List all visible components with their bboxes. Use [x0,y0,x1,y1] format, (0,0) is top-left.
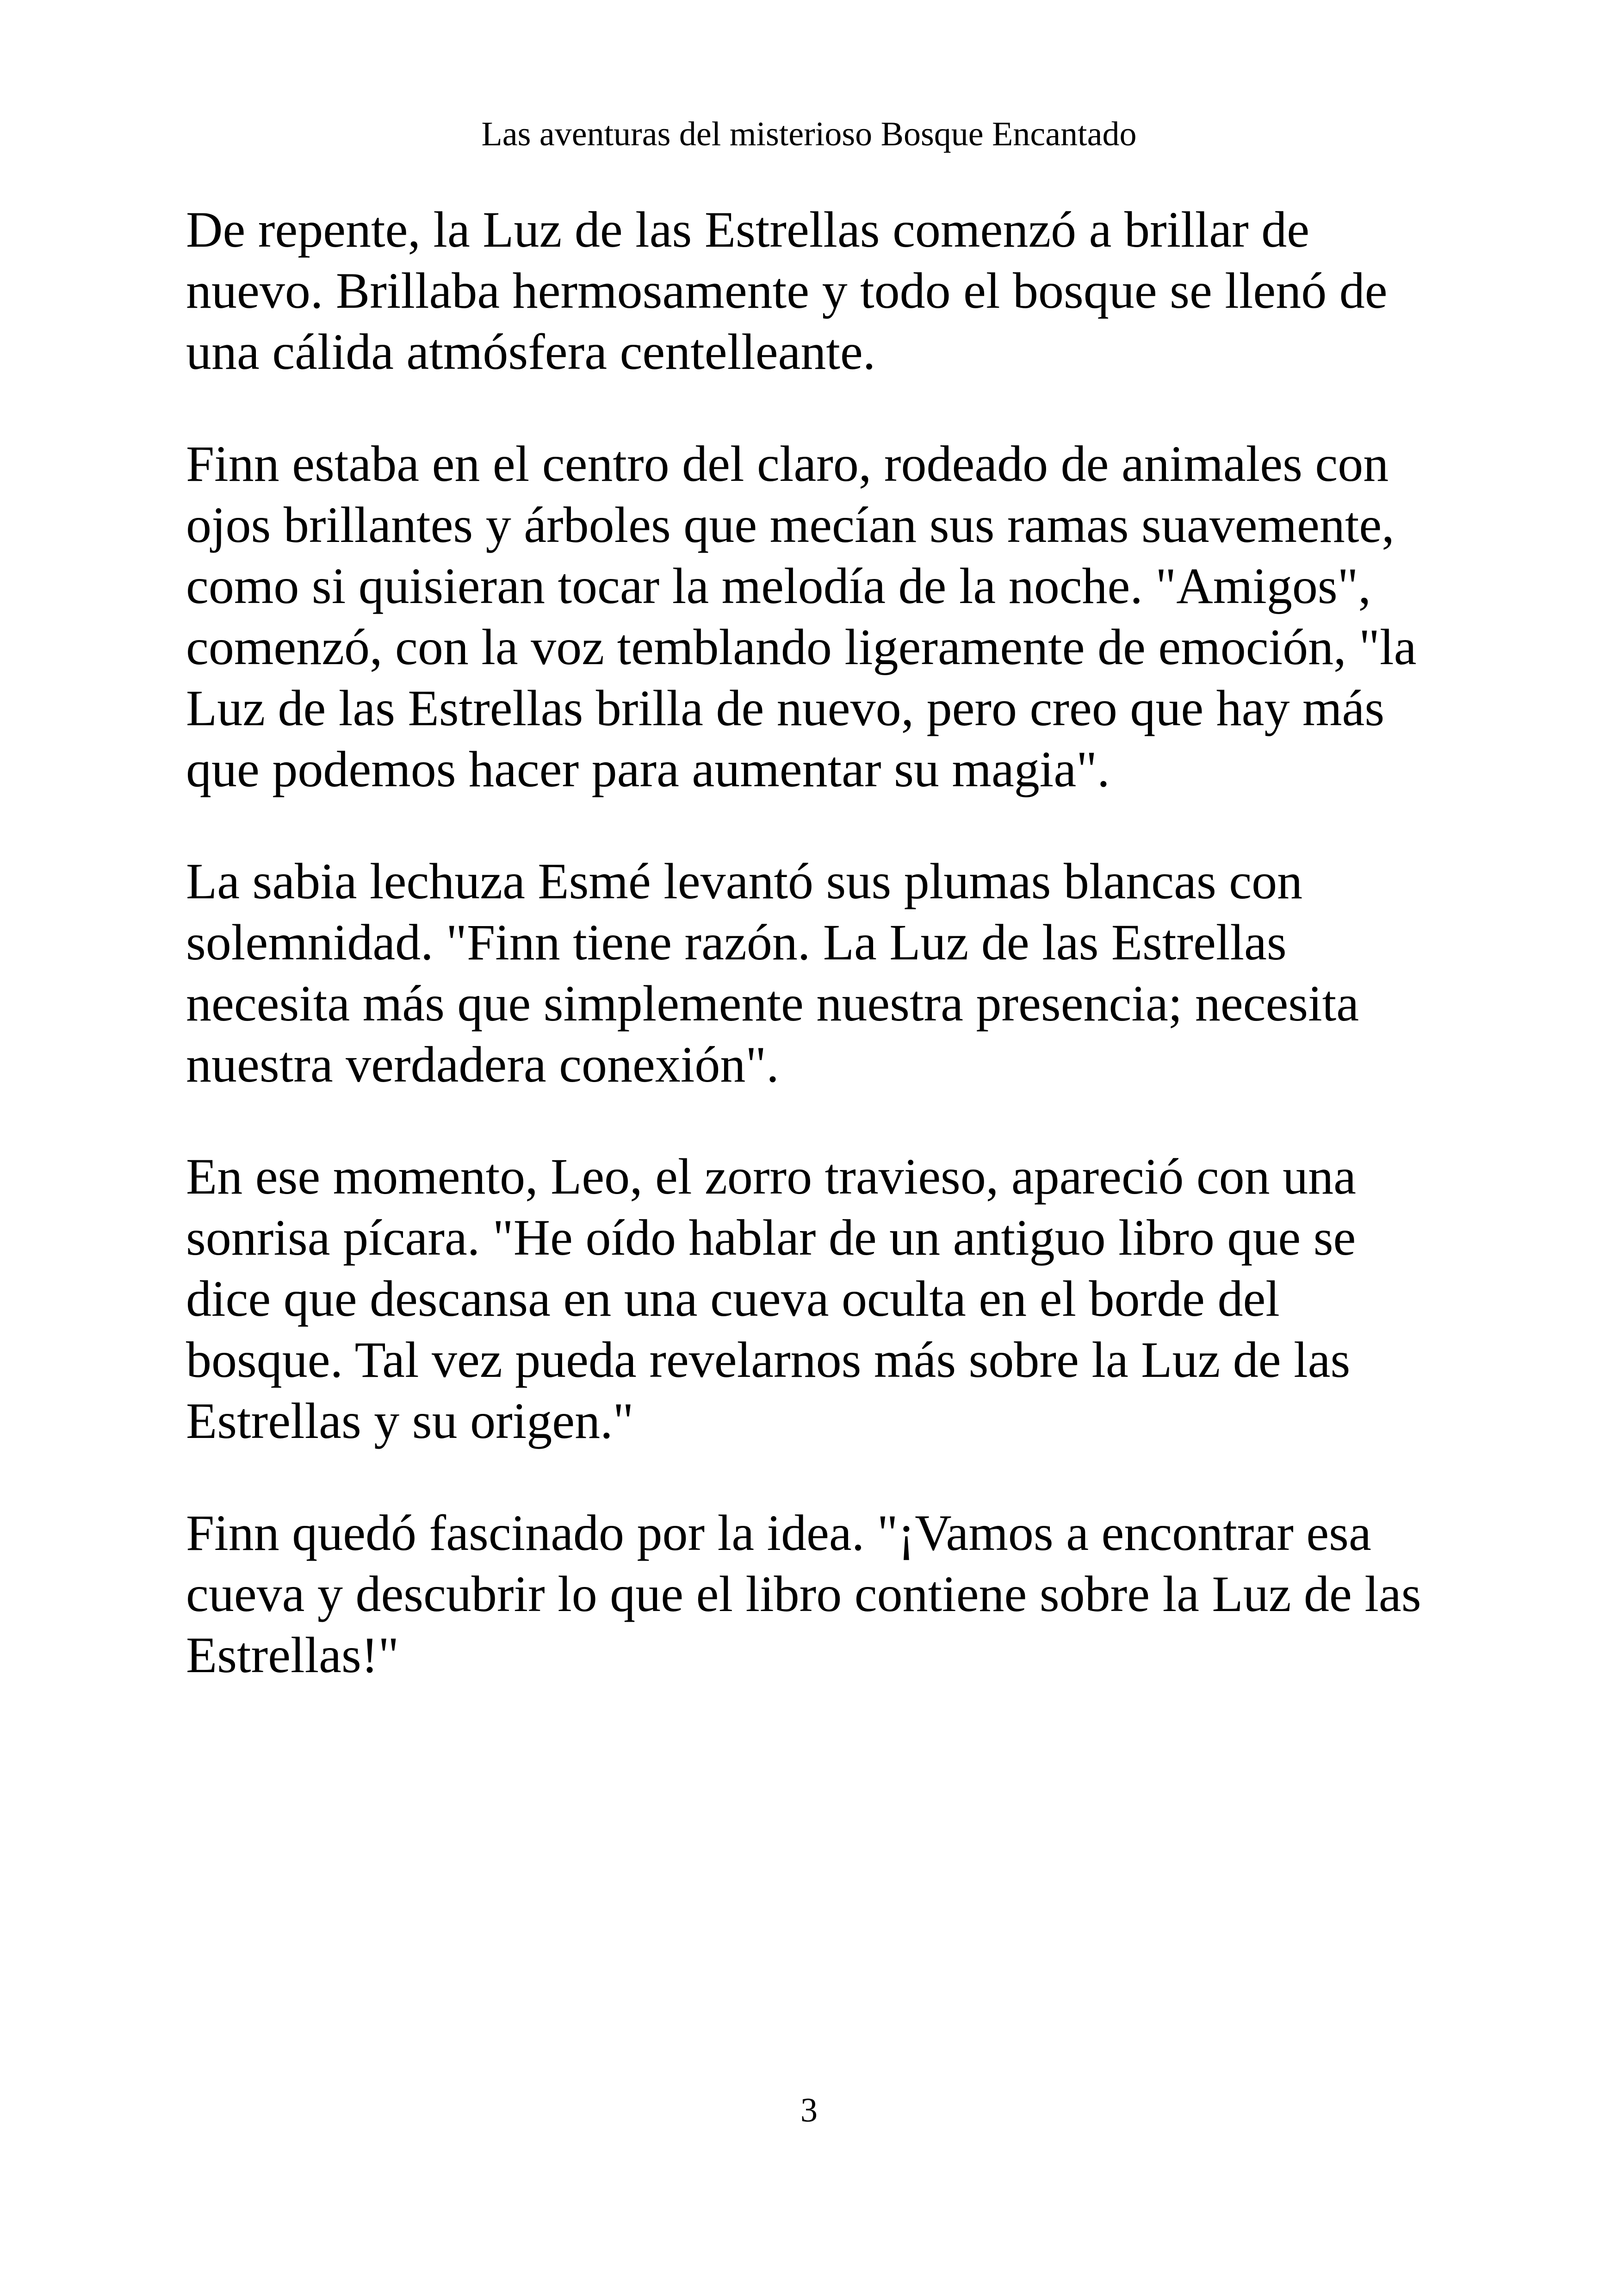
text-line: Luz de las Estrellas brilla de nuevo, pero creo que hay más [186,680,1385,736]
text-line: De repente, la Luz de las Estrellas comenzó a brillar de [186,201,1310,258]
paragraph [186,199,1463,382]
text-line: Finn quedó fascinado por la idea. "¡Vamos a encontrar esa [186,1505,1371,1561]
text-line: La sabia lechuza Esmé levantó sus plumas blancas con [186,853,1303,909]
paragraph [186,1502,1463,1686]
paragraph [186,1146,1463,1451]
text-line: En ese momento, Leo, el zorro travieso, apareció con una [186,1148,1356,1205]
story-body [186,199,1463,1736]
text-line: como si quisieran tocar la melodía de la noche. "Amigos", [186,558,1371,614]
page-number: 3 [800,2091,818,2129]
text-line: dice que descansa en una cueva oculta en el borde del [186,1270,1280,1327]
text-line: nuevo. Brillaba hermosamente y todo el bosque se llenó de [186,262,1388,319]
text-line: sonrisa pícara. "He oído hablar de un antiguo libro que se [186,1209,1356,1266]
running-header: Las aventuras del misterioso Bosque Encantado [481,115,1137,153]
text-line: una cálida atmósfera centelleante. [186,324,876,380]
text-line: ojos brillantes y árboles que mecían sus ramas suavemente, [186,497,1395,553]
text-line: comenzó, con la voz temblando ligeramente de emoción, "la [186,619,1417,675]
text-line: necesita más que simplemente nuestra presencia; necesita [186,975,1359,1032]
text-line: cueva y descubrir lo que el libro contiene sobre la Luz de las [186,1566,1421,1622]
text-line: Estrellas y su origen." [186,1393,634,1449]
text-line: nuestra verdadera conexión". [186,1036,779,1093]
paragraph [186,851,1463,1095]
text-line: solemnidad. "Finn tiene razón. La Luz de las Estrellas [186,914,1287,971]
text-line: Estrellas!" [186,1627,399,1683]
text-line: que podemos hacer para aumentar su magia". [186,741,1110,797]
text-line: bosque. Tal vez pueda revelarnos más sobre la Luz de las [186,1332,1351,1388]
paragraph [186,433,1463,800]
text-line: Finn estaba en el centro del claro, rodeado de animales con [186,436,1389,492]
